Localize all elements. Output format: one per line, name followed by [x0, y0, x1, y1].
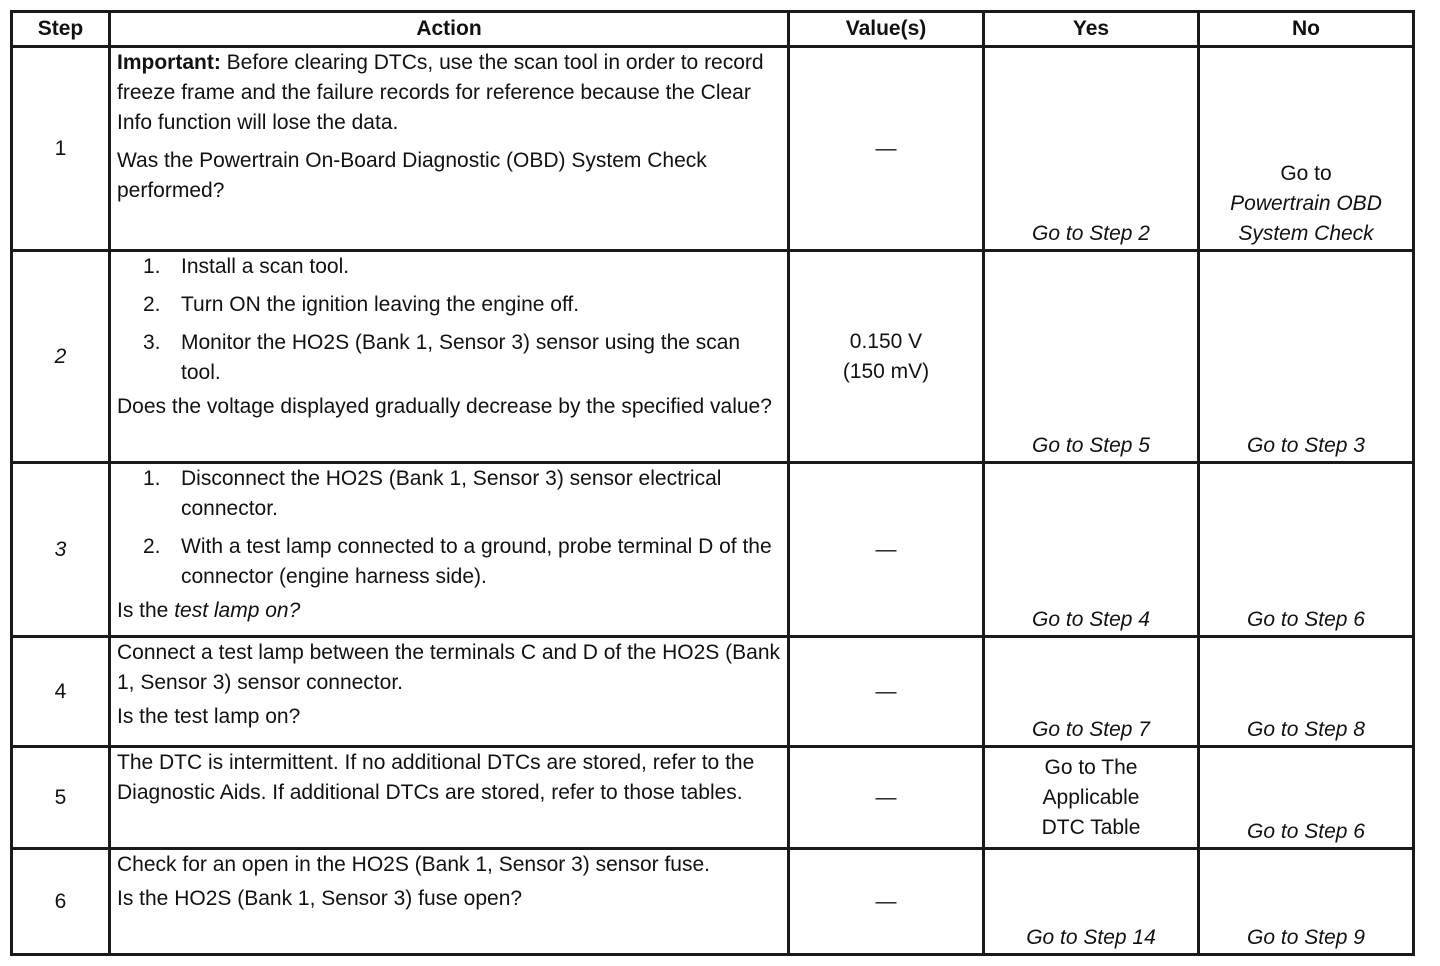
table-row [12, 47, 1414, 251]
no-cell: Go to Step 9 [1199, 849, 1414, 955]
header-values: Value(s) [789, 12, 984, 47]
value-millivolts: (150 mV) [842, 359, 930, 383]
step-number: 4 [12, 637, 110, 747]
action-cell [110, 47, 789, 251]
table-row [12, 637, 1414, 747]
value-cell: — [789, 637, 984, 747]
list-item: 2. Turn ON the ignition leaving the engine off. [143, 293, 580, 316]
no-cell: Go to Step 8 [1199, 637, 1414, 747]
action-steps [117, 252, 781, 388]
step-number: 2 [12, 251, 110, 463]
important-label: Important: [117, 51, 221, 74]
header-yes: Yes [984, 12, 1199, 47]
action-question: Does the voltage displayed gradually decrease by the specified value? [117, 395, 772, 418]
table-row [12, 849, 1414, 955]
table-row [12, 251, 1414, 463]
step-number: 3 [12, 463, 110, 637]
action-question: Was the Powertrain On-Board Diagnostic (OBD) System Check performed? [117, 149, 707, 202]
action-question: Is the test lamp on? [117, 599, 301, 622]
value-cell: — [789, 463, 984, 637]
value-cell: — [789, 849, 984, 955]
list-item: 1. Install a scan tool. [143, 255, 350, 278]
yes-cell: Go to Step 14 [984, 849, 1199, 955]
no-target: Powertrain OBD System Check [1230, 192, 1382, 245]
action-question: Is the test lamp on? [117, 705, 301, 728]
no-cell: Go to Step 3 [1199, 251, 1414, 463]
value-cell: — [789, 47, 984, 251]
yes-cell: Go to Step 5 [984, 251, 1199, 463]
step-number: 5 [12, 747, 110, 849]
yes-cell: Go to Step 7 [984, 637, 1199, 747]
step-number: 1 [12, 47, 110, 251]
action-steps [117, 464, 781, 592]
value-volts: 0.150 V [849, 329, 923, 353]
value-cell [789, 251, 984, 463]
no-go-to: Go to [1280, 162, 1332, 185]
action-cell [110, 251, 789, 463]
important-text: Before clearing DTCs, use the scan tool in order to record freeze frame and the failure records for reference because the Clear Info function will lose the data. [117, 51, 764, 134]
no-cell: Go to Step 6 [1199, 463, 1414, 637]
header-action: Action [110, 12, 789, 47]
list-item: 2. With a test lamp connected to a ground, probe terminal D of the connector (engine harness side). [143, 535, 772, 588]
header-step: Step [12, 12, 110, 47]
action-text: Connect a test lamp between the terminals C and D of the HO2S (Bank 1, Sensor 3) sensor connector. [117, 641, 781, 694]
action-text: Check for an open in the HO2S (Bank 1, Sensor 3) sensor fuse. [117, 853, 710, 876]
action-cell [110, 637, 789, 747]
diagnostic-table [10, 10, 1415, 956]
step-number: 6 [12, 849, 110, 955]
action-question: Is the HO2S (Bank 1, Sensor 3) fuse open? [117, 887, 523, 910]
important-note [117, 48, 781, 138]
action-cell [110, 747, 789, 849]
no-cell [1199, 47, 1414, 251]
table-row [12, 463, 1414, 637]
value-cell: — [789, 747, 984, 849]
header-no: No [1199, 12, 1414, 47]
table-row [12, 747, 1414, 849]
yes-cell: Go to Step 4 [984, 463, 1199, 637]
action-cell [110, 849, 789, 955]
yes-cell: Go to Step 2 [984, 47, 1199, 251]
no-cell: Go to Step 6 [1199, 747, 1414, 849]
list-item: 1. Disconnect the HO2S (Bank 1, Sensor 3) sensor electrical connector. [143, 467, 722, 520]
list-item: 3. Monitor the HO2S (Bank 1, Sensor 3) sensor using the scan tool. [143, 331, 741, 384]
action-cell [110, 463, 789, 637]
header-row [12, 12, 1414, 47]
action-text: The DTC is intermittent. If no additional DTCs are stored, refer to the Diagnostic Aids. If additional DTCs are stored, refer to those tables. [117, 751, 755, 804]
yes-cell: Go to The Applicable DTC Table [984, 747, 1199, 849]
